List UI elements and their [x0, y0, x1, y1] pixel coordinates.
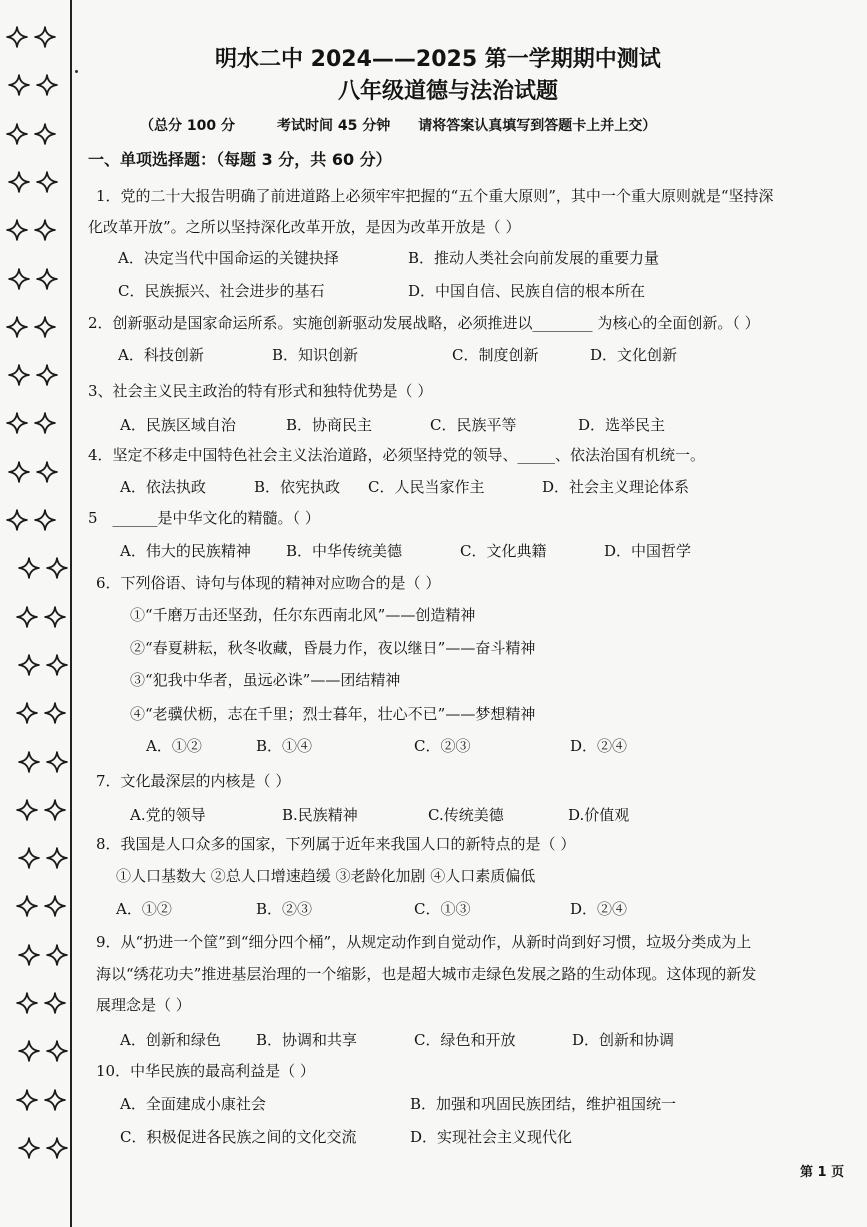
q1-option-d: D．中国自信、民族自信的根本所在: [408, 282, 646, 300]
q8-option-b: B．②③: [256, 900, 313, 918]
q5-option-a: A．伟大的民族精神: [120, 542, 251, 560]
q2-stem: 2．创新驱动是国家命运所系。实施创新驱动发展战略，必须推进以________ 为核心的全面创新。（ ）: [88, 314, 760, 332]
q7-option-a: A.党的领导: [130, 806, 206, 824]
q4-stem: 4．坚定不移走中国特色社会主义法治道路，必须坚持党的领导、_____、依法治国有机统一。: [88, 446, 706, 464]
q6-item-3: ③“犯我中华者，虽远必诛”——团结精神: [130, 671, 401, 689]
q3-stem: 3、社会主义民主政治的特有形式和独特优势是（ ）: [88, 382, 433, 400]
q9-stem-end: 展理念是（ ）: [96, 996, 191, 1014]
q3-option-c: C．民族平等: [430, 416, 517, 434]
q5-option-c: C．文化典籍: [460, 542, 547, 560]
q9-option-c: C．绿色和开放: [414, 1031, 516, 1049]
exam-info: （总分 100 分 考试时间 45 分钟 请将答案认真填写到答题卡上并上交）: [140, 118, 657, 134]
q1-option-c: C．民族振兴、社会进步的基石: [118, 282, 325, 300]
q2-option-a: A．科技创新: [118, 346, 204, 364]
q4-option-d: D．社会主义理论体系: [542, 478, 690, 496]
q3-option-a: A．民族区域自治: [120, 416, 236, 434]
q9-option-d: D．创新和协调: [572, 1031, 675, 1049]
q3-option-d: D．选举民主: [578, 416, 666, 434]
q1-stem-cont: 化改革开放”。之所以坚持深化改革开放，是因为改革开放是（ ）: [88, 218, 521, 236]
q10-option-d: D．实现社会主义现代化: [410, 1128, 573, 1146]
q7-option-c: C.传统美德: [428, 806, 504, 824]
q5-stem: 5 ______是中华文化的精髓。（ ）: [88, 509, 320, 527]
q4-option-b: B．依宪执政: [254, 478, 341, 496]
q8-option-c: C．①③: [414, 900, 471, 918]
q10-stem: 10．中华民族的最高利益是（ ）: [96, 1062, 315, 1080]
q8-option-a: A．①②: [116, 900, 172, 918]
q6-option-d: D．②④: [570, 737, 628, 755]
q1-option-a: A．决定当代中国命运的关键抉择: [118, 249, 339, 267]
q5-option-d: D．中国哲学: [604, 542, 692, 560]
q7-option-b: B.民族精神: [282, 806, 358, 824]
q3-option-b: B．协商民主: [286, 416, 373, 434]
exam-title: 明水二中 2024——2025 第一学期期中测试: [215, 47, 661, 72]
q6-item-1: ①“千磨万击还坚劲，任尔东西南北风”——创造精神: [130, 606, 476, 624]
q10-option-c: C．积极促进各民族之间的文化交流: [120, 1128, 357, 1146]
q6-option-c: C．②③: [414, 737, 471, 755]
q8-items: ①人口基数大 ②总人口增速趋缓 ③老龄化加剧 ④人口素质偏低: [116, 867, 536, 885]
q10-option-a: A．全面建成小康社会: [120, 1095, 266, 1113]
q6-option-b: B．①④: [256, 737, 313, 755]
q2-option-b: B．知识创新: [272, 346, 359, 364]
q9-option-a: A．创新和绿色: [120, 1031, 221, 1049]
q5-option-b: B．中华传统美德: [286, 542, 403, 560]
page-number: 第 1 页: [800, 1165, 845, 1180]
q8-option-d: D．②④: [570, 900, 628, 918]
section-heading: 一、单项选择题：（每题 3 分，共 60 分）: [88, 150, 392, 169]
q7-stem: 7．文化最深层的内核是（ ）: [96, 772, 291, 790]
q9-stem-cont: 海以“绣花功夫”推进基层治理的一个缩影，也是超大城市走绿色发展之路的生动体现。这体现的新发: [96, 965, 757, 983]
q10-option-b: B．加强和巩固民族团结，维护祖国统一: [410, 1095, 677, 1113]
q4-option-a: A．依法执政: [120, 478, 206, 496]
q8-stem: 8．我国是人口众多的国家，下列属于近年来我国人口的新特点的是（ ）: [96, 835, 576, 853]
q2-option-d: D．文化创新: [590, 346, 678, 364]
q6-stem: 6．下列俗语、诗句与体现的精神对应吻合的是（ ）: [96, 574, 441, 592]
q2-option-c: C．制度创新: [452, 346, 539, 364]
q9-stem: 9．从“扔进一个筐”到“细分四个桶”，从规定动作到自觉动作，从新时尚到好习惯，垃圾分类成为上: [96, 933, 752, 951]
q6-item-4: ④“老骥伏枥，志在千里；烈士暮年，壮心不已”——梦想精神: [130, 705, 536, 723]
q9-option-b: B．协调和共享: [256, 1031, 358, 1049]
q4-option-c: C．人民当家作主: [368, 478, 485, 496]
q6-item-2: ②“春夏耕耘，秋冬收藏，昏晨力作，夜以继日”——奋斗精神: [130, 639, 536, 657]
exam-subtitle: 八年级道德与法治试题: [338, 79, 559, 104]
q1-stem: 1．党的二十大报告明确了前进道路上必须牢牢把握的“五个重大原则”，其中一个重大原则就是“坚持深: [96, 187, 774, 205]
q7-option-d: D.价值观: [568, 806, 630, 824]
q1-option-b: B．推动人类社会向前发展的重要力量: [408, 249, 660, 267]
q6-option-a: A．①②: [146, 737, 202, 755]
